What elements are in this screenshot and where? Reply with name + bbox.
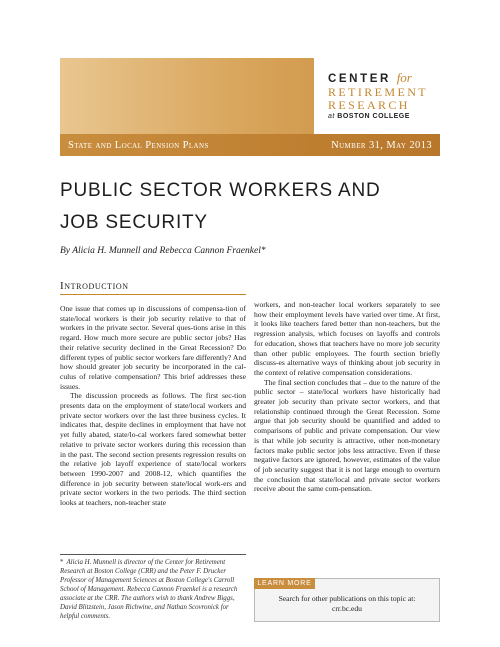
learn-more-text: Search for other publications on this topic at: crr.bc.edu (254, 594, 440, 614)
logo-retirement: RETIREMENT (328, 85, 428, 99)
section-divider (60, 294, 246, 295)
right-column (254, 300, 440, 494)
title-line-2: JOB SECURITY (60, 212, 208, 233)
paragraph: One issue that comes up in discussions of compensa-tion of state/local workers is their job security relative to that of workers in the private sector. Several ques-tions arise in this regard. How much more secure are public sector jobs? Has their relative security declined in the Great Recession? Do different types of public sector workers fare differently? And how should greater job security be incorporated in the cal-culus of relative compensation? This brief addresses these issues. (60, 304, 246, 391)
series-name: State and Local Pension Plans (68, 139, 209, 151)
logo-boston-college: at BOSTON COLLEGE (328, 113, 410, 120)
page-title (60, 175, 440, 239)
logo-research: RESEARCH (328, 98, 410, 112)
paragraph: The final section concludes that – due to the nature of the public sector – state/local workers have historically had greater job security than private sector workers, and that relationship continued through the Great Recession. Some argue that job security should be quantified and added to comparisons of public and private compensation. Our view is that while job security is attractive, other non-monetary factors make public sector jobs less attractive. Even if these negative factors are ignored, however, estimates of the value of job security suggest that it is not large enough to overturn the conclusion that state/local and private sector workers receive about the same com-pensation. (254, 377, 440, 494)
crr-logo[interactable] (314, 58, 440, 134)
crr-website-link[interactable]: crr.bc.edu (332, 604, 362, 613)
footnote-divider (60, 554, 246, 555)
logo-center: CENTER for (328, 70, 412, 85)
issue-number: Number 31, May 2013 (331, 139, 432, 151)
left-column (60, 304, 246, 508)
section-heading-introduction: Introduction (60, 280, 129, 292)
author-footnote: * Alicia H. Munnell is director of the Center for Retirement Research at Boston College (CRR) and the Peter F. Drucker Professor of Management Sciences at Boston College's Carroll School of Management. Rebecca Cannon Fraenkel is a research associate at the CRR. The authors wish to thank Andrew Biggs, David Blitzstein, Jason Richwine, and Nathan Scovronick for helpful comments. (60, 559, 238, 620)
paragraph: The discussion proceeds as follows. The first sec-tion presents data on the employment of state/local workers and private sector workers over the last three business cycles. It indicates that, despite declines in employment that have not yet fully abated, state/lo-cal workers fared somewhat better relative to private sector workers during this recession than in the past. The second section presents regression results on the relative job layoff experience of state/local workers between 1990-2007 and 2008-12, which quantifies the difference in job security between state/local work-ers and private sector workers in the two periods. The third section looks at teachers, non-teacher state (60, 391, 246, 508)
byline: By Alicia H. Munnell and Rebecca Cannon Fraenkel* (60, 246, 266, 256)
paragraph: workers, and non-teacher local workers separately to see how their employment levels have varied over time. At first, it looks like teachers fared better than non-teachers, but the regression analysis, which focuses on layoffs and controls for education, shows that teachers have no more job security than other public employees. The fourth section briefly discuss-es alternative ways of thinking about job security in the context of relative compensation considerations. (254, 300, 440, 377)
title-line-1: PUBLIC SECTOR WORKERS AND (60, 180, 381, 201)
learn-more-label: LEARN MORE (254, 578, 315, 589)
series-band (60, 134, 440, 156)
